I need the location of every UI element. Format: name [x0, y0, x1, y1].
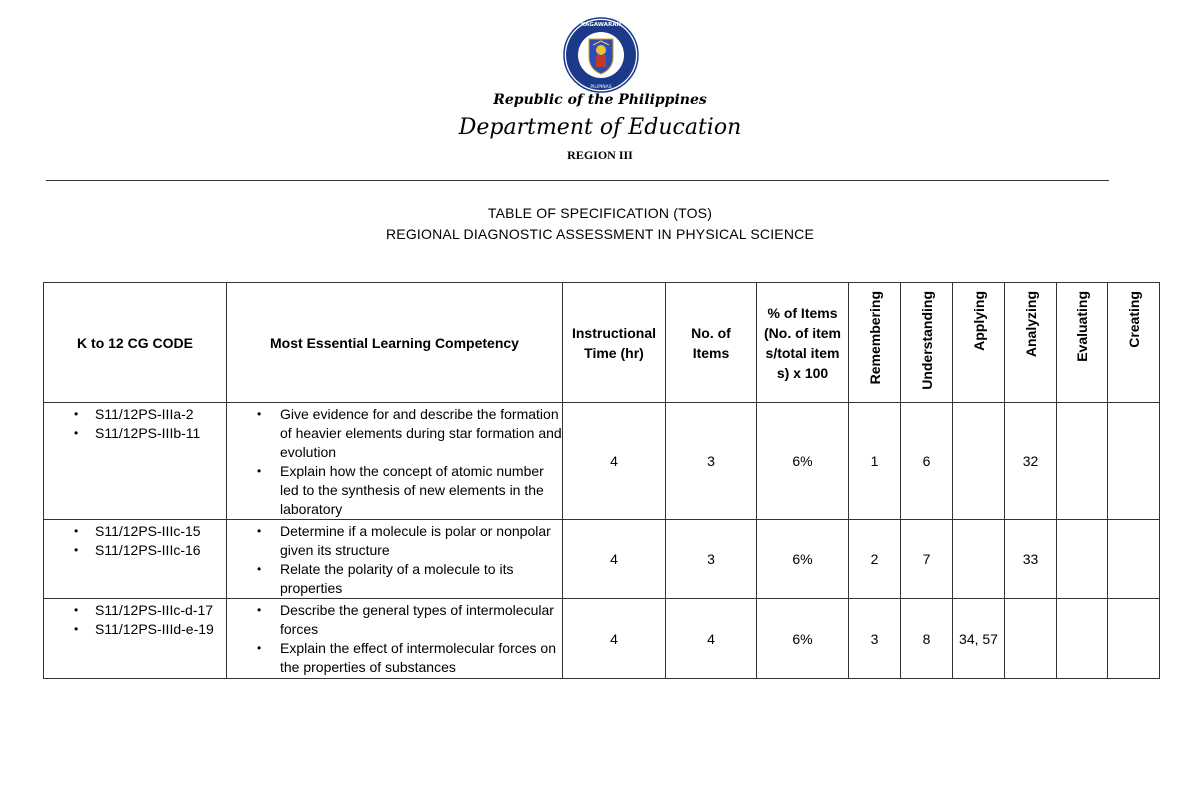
time-cell: 4 — [563, 403, 666, 520]
header-percent: % of Items (No. of items/total items) x 100 — [757, 283, 849, 403]
creating-cell — [1108, 520, 1160, 599]
code-item: • S11/12PS-IIIa-2 — [44, 405, 226, 424]
svg-text:KAGAWARAN: KAGAWARAN — [580, 22, 622, 28]
code-cell — [44, 520, 227, 599]
evaluating-cell — [1057, 520, 1108, 599]
creating-cell — [1108, 599, 1160, 679]
percent-cell: 6% — [757, 599, 849, 679]
table-row — [44, 403, 1160, 520]
code-cell — [44, 599, 227, 679]
competency-cell — [227, 599, 563, 679]
time-cell: 4 — [563, 520, 666, 599]
code-item: • S11/12PS-IIId-e-19 — [44, 620, 226, 639]
department-heading: Department of Education — [458, 115, 742, 140]
analyzing-cell: 32 — [1005, 403, 1057, 520]
code-item: • S11/12PS-IIIb-11 — [44, 424, 226, 443]
applying-cell — [953, 403, 1005, 520]
table-row — [44, 599, 1160, 679]
competency-item: • Give evidence for and describe the formation of heavier elements during star formation and evolution — [227, 405, 562, 462]
code-item: • S11/12PS-IIIc-16 — [44, 541, 226, 560]
percent-cell: 6% — [757, 403, 849, 520]
creating-cell — [1108, 403, 1160, 520]
header-analyzing: Analyzing — [1005, 283, 1057, 403]
header-divider — [46, 180, 1109, 181]
republic-heading: Republic of the Philippines — [493, 92, 707, 108]
header-applying: Applying — [953, 283, 1005, 403]
remembering-cell: 2 — [849, 520, 901, 599]
analyzing-cell — [1005, 599, 1057, 679]
competency-item: • Describe the general types of intermolecular forces — [227, 601, 562, 639]
competency-item: • Determine if a molecule is polar or nonpolar given its structure — [227, 522, 562, 560]
document-title: TABLE OF SPECIFICATION (TOS) — [487, 205, 713, 221]
table-row — [44, 520, 1160, 599]
code-item: • S11/12PS-IIIc-15 — [44, 522, 226, 541]
code-cell — [44, 403, 227, 520]
items-cell: 4 — [666, 599, 757, 679]
tos-table — [43, 282, 1160, 679]
competency-item: • Explain how the concept of atomic number led to the synthesis of new elements in the laboratory — [227, 462, 562, 519]
header-remembering: Remembering — [849, 283, 901, 403]
applying-cell: 34, 57 — [953, 599, 1005, 679]
code-item: • S11/12PS-IIIc-d-17 — [44, 601, 226, 620]
svg-text:PILIPINAS: PILIPINAS — [590, 85, 612, 90]
deped-seal-logo — [563, 17, 639, 93]
header-time: Instructional Time (hr) — [563, 283, 666, 403]
header-evaluating: Evaluating — [1057, 283, 1108, 403]
table-header-row — [44, 283, 1160, 403]
applying-cell — [953, 520, 1005, 599]
region-heading: REGION III — [567, 148, 633, 162]
competency-cell — [227, 403, 563, 520]
time-cell: 4 — [563, 599, 666, 679]
understanding-cell: 8 — [901, 599, 953, 679]
items-cell: 3 — [666, 520, 757, 599]
remembering-cell: 1 — [849, 403, 901, 520]
items-cell: 3 — [666, 403, 757, 520]
header-understanding: Understanding — [901, 283, 953, 403]
remembering-cell: 3 — [849, 599, 901, 679]
competency-cell — [227, 520, 563, 599]
analyzing-cell: 33 — [1005, 520, 1057, 599]
header-code: K to 12 CG CODE — [44, 283, 227, 403]
header-competency: Most Essential Learning Competency — [227, 283, 563, 403]
competency-item: • Explain the effect of intermolecular forces on the properties of substances — [227, 639, 562, 677]
competency-item: • Relate the polarity of a molecule to its properties — [227, 560, 562, 598]
document-subtitle: REGIONAL DIAGNOSTIC ASSESSMENT IN PHYSICAL SCIENCE — [385, 226, 815, 242]
evaluating-cell — [1057, 599, 1108, 679]
understanding-cell: 7 — [901, 520, 953, 599]
understanding-cell: 6 — [901, 403, 953, 520]
percent-cell: 6% — [757, 520, 849, 599]
evaluating-cell — [1057, 403, 1108, 520]
header-items: No. of Items — [666, 283, 757, 403]
header-creating: Creating — [1108, 283, 1160, 403]
